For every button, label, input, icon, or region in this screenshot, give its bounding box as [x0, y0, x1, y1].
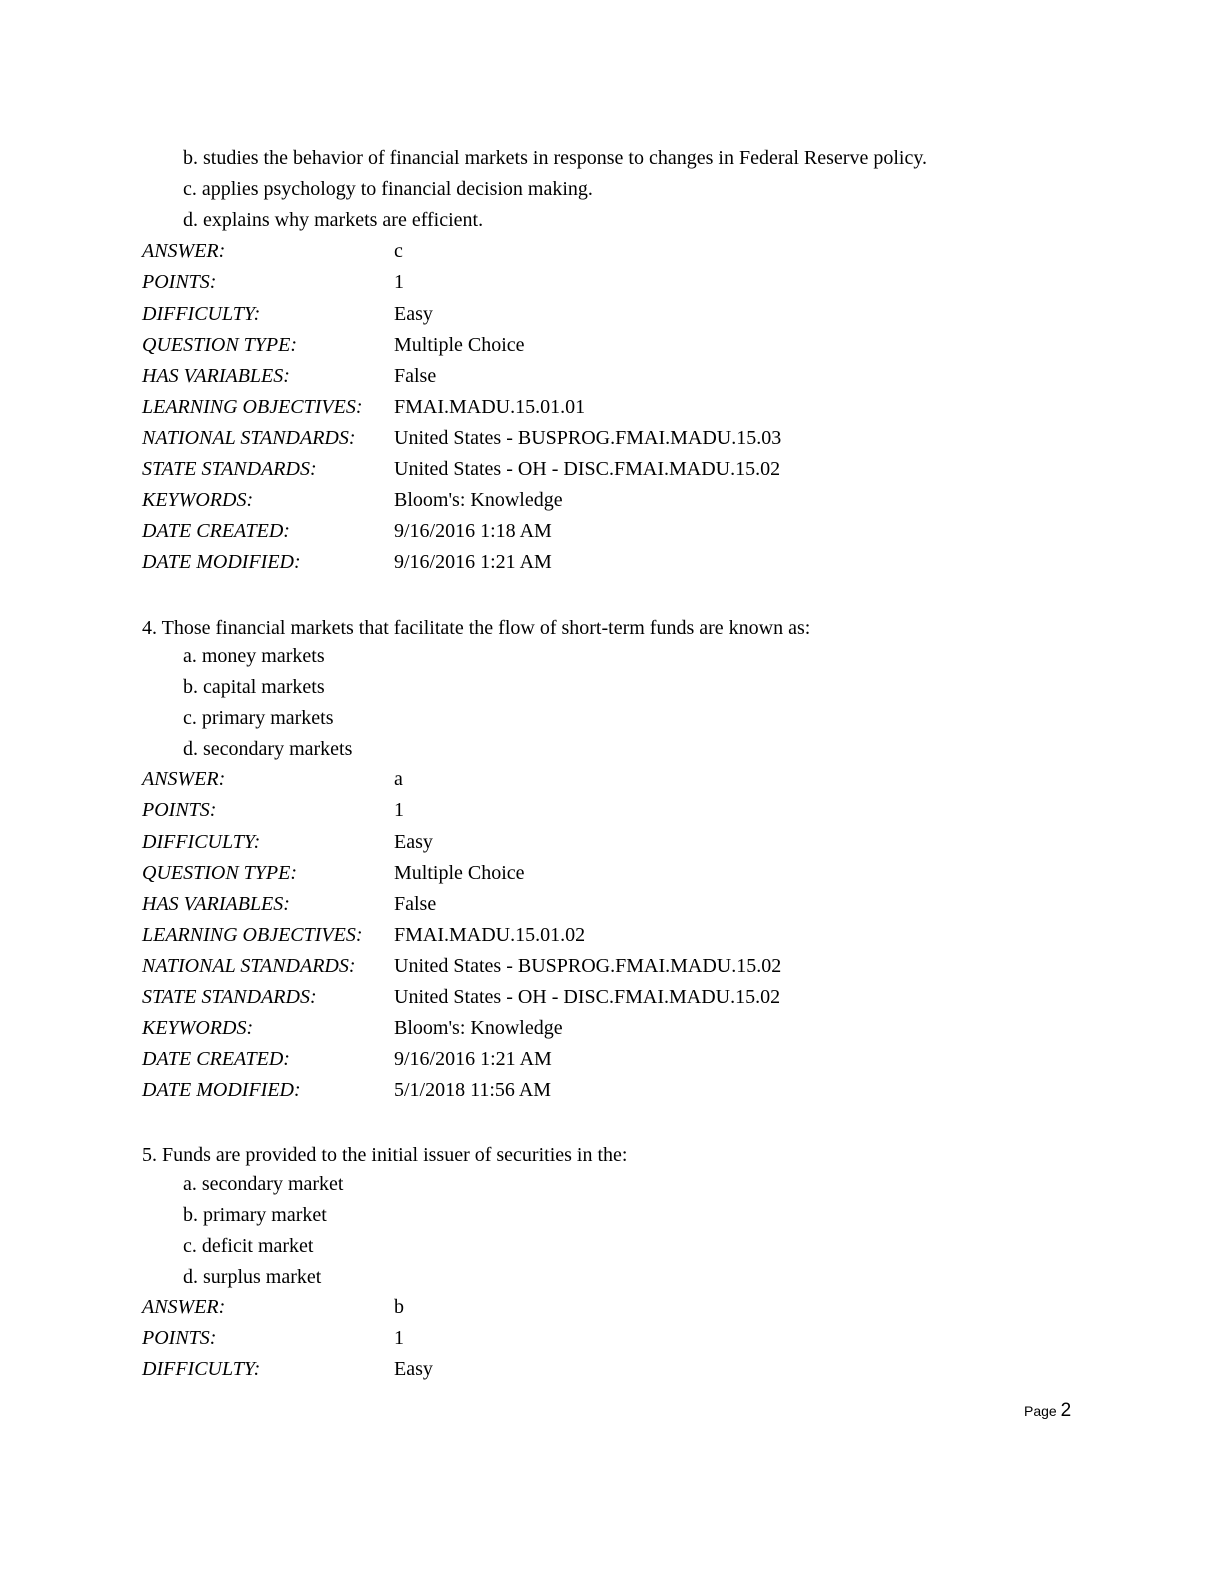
meta-label-national-standards: NATIONAL STANDARDS: [142, 427, 356, 449]
meta-value-difficulty: Easy [394, 831, 433, 853]
meta-label-points: POINTS: [142, 1327, 217, 1349]
meta-value-difficulty: Easy [394, 1358, 433, 1380]
meta-value-national-standards: United States - BUSPROG.FMAI.MADU.15.02 [394, 955, 782, 977]
meta-value-answer: c [394, 240, 403, 262]
meta-label-state-standards: STATE STANDARDS: [142, 986, 317, 1008]
meta-value-date-modified: 9/16/2016 1:21 AM [394, 551, 552, 573]
meta-label-learning-objectives: LEARNING OBJECTIVES: [142, 396, 363, 418]
meta-label-learning-objectives: LEARNING OBJECTIVES: [142, 924, 363, 946]
meta-label-date-modified: DATE MODIFIED: [142, 551, 301, 573]
meta-label-has-variables: HAS VARIABLES: [142, 365, 290, 387]
meta-label-points: POINTS: [142, 799, 217, 821]
meta-value-points: 1 [394, 799, 404, 821]
meta-label-has-variables: HAS VARIABLES: [142, 893, 290, 915]
option-4c: c. primary markets [183, 707, 334, 729]
meta-label-points: POINTS: [142, 271, 217, 293]
question-5-text: 5. Funds are provided to the initial issuer of securities in the: [142, 1144, 628, 1166]
meta-label-date-created: DATE CREATED: [142, 520, 290, 542]
meta-label-keywords: KEYWORDS: [142, 489, 254, 511]
meta-value-date-modified: 5/1/2018 11:56 AM [394, 1079, 552, 1101]
option-4b: b. capital markets [183, 676, 325, 698]
meta-label-national-standards: NATIONAL STANDARDS: [142, 955, 356, 977]
meta-value-points: 1 [394, 1327, 404, 1349]
meta-value-has-variables: False [394, 365, 437, 387]
meta-label-question-type: QUESTION TYPE: [142, 862, 298, 884]
option-5c: c. deficit market [183, 1235, 314, 1257]
meta-label-keywords: KEYWORDS: [142, 1017, 254, 1039]
meta-label-difficulty: DIFFICULTY: [142, 831, 261, 853]
meta-value-date-created: 9/16/2016 1:18 AM [394, 520, 552, 542]
option-3c: c. applies psychology to financial decision making. [183, 178, 593, 200]
meta-value-state-standards: United States - OH - DISC.FMAI.MADU.15.02 [394, 458, 781, 480]
meta-label-date-created: DATE CREATED: [142, 1048, 290, 1070]
option-5d: d. surplus market [183, 1266, 322, 1288]
meta-label-date-modified: DATE MODIFIED: [142, 1079, 301, 1101]
option-4a: a. money markets [183, 645, 325, 667]
option-4d: d. secondary markets [183, 738, 353, 760]
option-5b: b. primary market [183, 1204, 327, 1226]
meta-value-learning-objectives: FMAI.MADU.15.01.02 [394, 924, 586, 946]
meta-value-question-type: Multiple Choice [394, 862, 525, 884]
question-4-text: 4. Those financial markets that facilitate the flow of short-term funds are known as: [142, 617, 811, 639]
meta-value-state-standards: United States - OH - DISC.FMAI.MADU.15.02 [394, 986, 781, 1008]
meta-value-has-variables: False [394, 893, 437, 915]
meta-value-answer: a [394, 768, 403, 790]
meta-label-answer: ANSWER: [142, 240, 226, 262]
meta-value-date-created: 9/16/2016 1:21 AM [394, 1048, 552, 1070]
meta-label-difficulty: DIFFICULTY: [142, 303, 261, 325]
meta-value-answer: b [394, 1296, 404, 1318]
meta-label-question-type: QUESTION TYPE: [142, 334, 298, 356]
page-label: Page [1024, 1403, 1057, 1419]
meta-value-national-standards: United States - BUSPROG.FMAI.MADU.15.03 [394, 427, 782, 449]
meta-value-learning-objectives: FMAI.MADU.15.01.01 [394, 396, 586, 418]
option-3b: b. studies the behavior of financial markets in response to changes in Federal Reserve policy. [183, 147, 928, 169]
meta-label-state-standards: STATE STANDARDS: [142, 458, 317, 480]
page-number: 2 [1060, 1400, 1072, 1421]
option-5a: a. secondary market [183, 1173, 344, 1195]
meta-value-keywords: Bloom's: Knowledge [394, 1017, 563, 1039]
meta-value-difficulty: Easy [394, 303, 433, 325]
meta-label-difficulty: DIFFICULTY: [142, 1358, 261, 1380]
meta-value-question-type: Multiple Choice [394, 334, 525, 356]
meta-value-points: 1 [394, 271, 404, 293]
meta-value-keywords: Bloom's: Knowledge [394, 489, 563, 511]
meta-label-answer: ANSWER: [142, 768, 226, 790]
meta-label-answer: ANSWER: [142, 1296, 226, 1318]
page-footer [1024, 1399, 1071, 1423]
option-3d: d. explains why markets are efficient. [183, 209, 484, 231]
